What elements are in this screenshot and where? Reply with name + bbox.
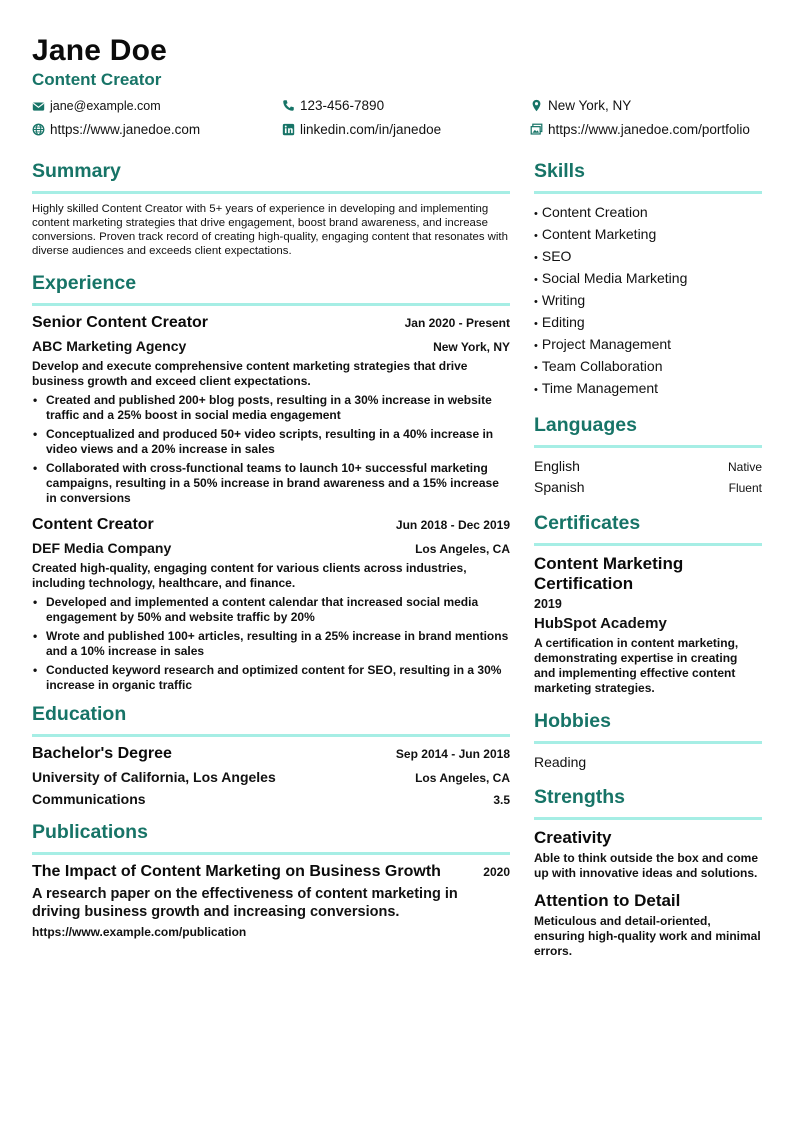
language-name: English [534, 458, 580, 474]
location-pin-icon [530, 99, 543, 112]
strengths-section [534, 786, 762, 959]
hobbies-section [534, 710, 762, 772]
portfolio-icon [530, 123, 543, 136]
linkedin-icon [282, 123, 295, 136]
gpa: 3.5 [493, 793, 510, 807]
skills-section [534, 160, 762, 400]
website-text: https://www.janedoe.com [50, 122, 201, 137]
summary-text: Highly skilled Content Creator with 5+ years of experience in developing and implementing content marketing strategies that drive engagement, boost brand awareness, and increase conversions. Proven track record of creating high-quality, engaging content that resonates with diverse audiences and exceeds client expectations. [32, 203, 508, 257]
hobbies-heading: Hobbies [534, 710, 762, 744]
summary-section [32, 160, 510, 258]
education-location: Los Angeles, CA [415, 771, 510, 785]
portfolio-text: https://www.janedoe.com/portfolio [548, 122, 750, 137]
job-bullet: • Wrote and published 100+ articles, resulting in a 25% increase in brand mentions and a 10% increase in sales [32, 629, 510, 659]
globe-icon [32, 123, 45, 136]
certificate-year: 2019 [534, 597, 562, 611]
education-section [32, 703, 510, 807]
phone-icon [282, 99, 295, 112]
job-description: Develop and execute comprehensive content marketing strategies that drive business growth and exceed client expectations. [32, 359, 468, 388]
candidate-title: Content Creator [32, 70, 162, 89]
job-bullet: • Conducted keyword research and optimized content for SEO, resulting in a 30% increase in organic traffic [32, 663, 510, 693]
experience-heading: Experience [32, 272, 510, 306]
experience-section [32, 272, 510, 693]
skill-item: • Writing [534, 290, 762, 312]
publications-section [32, 821, 510, 939]
degree: Bachelor's Degree [32, 745, 172, 762]
strength-title: Attention to Detail [534, 891, 681, 910]
job-bullet: • Conceptualized and produced 50+ video scripts, resulting in a 40% increase in video views and a 20% increase in sales [32, 427, 510, 457]
publication-year: 2020 [483, 865, 510, 879]
linkedin-text: linkedin.com/in/janedoe [300, 122, 442, 137]
job-dates: Jun 2018 - Dec 2019 [395, 518, 510, 532]
skill-item: • Project Management [534, 334, 762, 356]
job-title: Content Creator [32, 516, 154, 533]
skill-item: • Social Media Marketing [534, 268, 762, 290]
job-bullet: • Created and published 200+ blog posts, resulting in a 30% increase in website traffic and a 25% boost in social media engagement [32, 393, 510, 423]
publications-heading: Publications [32, 821, 510, 855]
skill-item: • Team Collaboration [534, 356, 762, 378]
job-entry [32, 314, 510, 506]
strength-description: Meticulous and detail-oriented, ensuring high-quality work and minimal errors. [534, 914, 761, 958]
location-text: New York, NY [548, 98, 632, 113]
language-row [534, 477, 762, 498]
job-bullet: • Developed and implemented a content calendar that increased social media engagement by 50% and website traffic by 20% [32, 595, 510, 625]
certificates-heading: Certificates [534, 512, 762, 546]
job-bullets [32, 595, 510, 693]
languages-section [534, 414, 762, 498]
contact-phone[interactable] [282, 98, 384, 113]
skill-item: • Content Marketing [534, 224, 762, 246]
job-bullet: • Collaborated with cross-functional teams to launch 10+ successful marketing campaigns, resulting in a 50% increase in brand awareness and a 15% increase in conversions [32, 461, 510, 506]
hobby-item: Reading [534, 754, 587, 770]
skills-heading: Skills [534, 160, 762, 194]
strength-description: Able to think outside the box and come up with innovative ideas and solutions. [534, 851, 759, 880]
job-location: New York, NY [433, 340, 510, 354]
job-description: Created high-quality, engaging content for various clients across industries, including technology, healthcare, and finance. [32, 561, 467, 590]
job-bullets [32, 393, 510, 506]
certificate-issuer: HubSpot Academy [534, 615, 667, 632]
certificate-title: Content Marketing Certification [534, 554, 684, 593]
phone-text: 123-456-7890 [300, 98, 385, 113]
contact-email[interactable] [32, 99, 161, 113]
email-icon [32, 100, 45, 113]
contact-linkedin[interactable] [282, 122, 441, 137]
publication-description: A research paper on the effectiveness of content marketing in driving business growth and increasing conversions. [32, 886, 458, 920]
education-dates: Sep 2014 - Jun 2018 [395, 747, 510, 761]
summary-heading: Summary [32, 160, 510, 194]
right-column [534, 160, 762, 973]
skill-item: • SEO [534, 246, 762, 268]
language-row [534, 456, 762, 477]
email-text: jane@example.com [50, 99, 161, 113]
publication-link[interactable]: https://www.example.com/publication [32, 925, 247, 939]
contact-portfolio[interactable] [530, 122, 750, 137]
certificate-description: A certification in content marketing, demonstrating expertise in creating and implementing effective content marketing strategies. [534, 636, 739, 695]
language-name: Spanish [534, 479, 585, 495]
job-dates: Jan 2020 - Present [404, 316, 510, 330]
left-column [32, 160, 510, 953]
skill-item: • Time Management [534, 378, 762, 400]
contact-location [530, 98, 631, 113]
education-heading: Education [32, 703, 510, 737]
job-entry [32, 516, 510, 693]
skills-list [534, 202, 762, 400]
languages-heading: Languages [534, 414, 762, 448]
job-title: Senior Content Creator [32, 314, 209, 331]
candidate-name: Jane Doe [32, 34, 167, 67]
language-level: Native [727, 460, 762, 474]
job-company: ABC Marketing Agency [32, 338, 187, 354]
field-of-study: Communications [32, 791, 146, 807]
certificates-section [534, 512, 762, 696]
skill-item: • Editing [534, 312, 762, 334]
job-company: DEF Media Company [32, 540, 172, 556]
strengths-heading: Strengths [534, 786, 762, 820]
language-level: Fluent [728, 481, 762, 495]
publication-title: The Impact of Content Marketing on Business Growth [32, 863, 441, 880]
job-location: Los Angeles, CA [415, 542, 510, 556]
strength-title: Creativity [534, 828, 612, 847]
school: University of California, Los Angeles [32, 769, 276, 785]
contact-website[interactable] [32, 122, 200, 137]
skill-item: • Content Creation [534, 202, 762, 224]
